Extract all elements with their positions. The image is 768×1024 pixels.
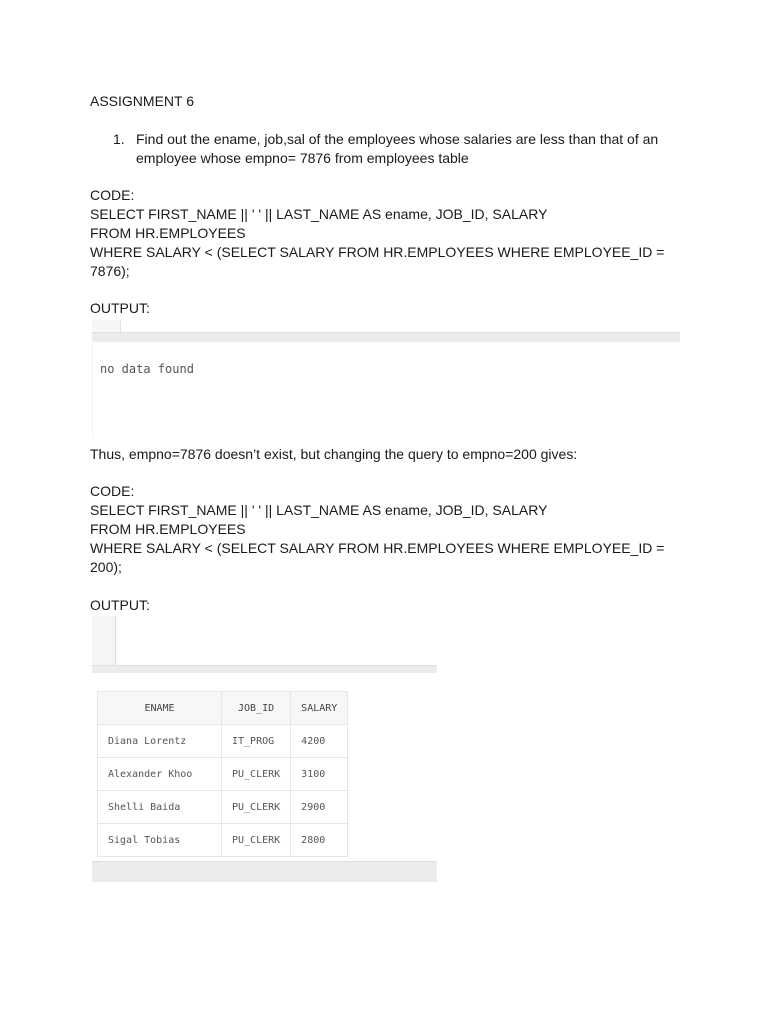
no-data-message: no data found [100, 362, 194, 376]
result-toolbar [92, 332, 680, 342]
result-tab-stub [92, 616, 116, 665]
code-line: SELECT FIRST_NAME || ' ' || LAST_NAME AS ename, JOB_ID, SALARY [90, 206, 548, 222]
question-text-line-2: employee whose empno= 7876 from employees table [136, 150, 469, 166]
results-table [97, 691, 348, 857]
result-footer [92, 861, 437, 882]
result-toolbar [92, 665, 437, 673]
cell-salary: 2800 [291, 824, 348, 857]
output-screenshot-2 [92, 616, 437, 884]
cell-ename: Diana Lorentz [98, 725, 222, 758]
cell-job-id: PU_CLERK [222, 758, 291, 791]
code-label-2: CODE: [90, 483, 135, 499]
result-tab-stub [92, 320, 121, 332]
cell-job-id: PU_CLERK [222, 824, 291, 857]
code-line: 200); [90, 559, 122, 575]
cell-salary: 3100 [291, 758, 348, 791]
code-line: WHERE SALARY < (SELECT SALARY FROM HR.EMPLOYEES WHERE EMPLOYEE_ID = [90, 244, 665, 260]
question-number: 1. [113, 131, 125, 147]
cell-job-id: IT_PROG [222, 725, 291, 758]
code-line: SELECT FIRST_NAME || ' ' || LAST_NAME AS ename, JOB_ID, SALARY [90, 502, 548, 518]
column-header-salary: SALARY [291, 692, 348, 725]
cell-ename: Shelli Baida [98, 791, 222, 824]
table-row [98, 725, 348, 758]
cell-ename: Sigal Tobias [98, 824, 222, 857]
document-title: ASSIGNMENT 6 [90, 93, 194, 109]
code-line: FROM HR.EMPLOYEES [90, 521, 246, 537]
table-row [98, 824, 348, 857]
code-label-1: CODE: [90, 187, 135, 203]
table-row [98, 791, 348, 824]
result-border [92, 341, 93, 438]
code-line: WHERE SALARY < (SELECT SALARY FROM HR.EMPLOYEES WHERE EMPLOYEE_ID = [90, 540, 665, 556]
table-header-row [98, 692, 348, 725]
table-row [98, 758, 348, 791]
code-line: 7876); [90, 263, 130, 279]
column-header-job-id: JOB_ID [222, 692, 291, 725]
explanation-note: Thus, empno=7876 doesn’t exist, but changing the query to empno=200 gives: [90, 446, 578, 462]
question-text-line-1: Find out the ename, job,sal of the employees whose salaries are less than that of an [136, 131, 659, 147]
cell-salary: 4200 [291, 725, 348, 758]
cell-job-id: PU_CLERK [222, 791, 291, 824]
output-label-1: OUTPUT: [90, 300, 150, 316]
cell-salary: 2900 [291, 791, 348, 824]
output-label-2: OUTPUT: [90, 597, 150, 613]
code-line: FROM HR.EMPLOYEES [90, 225, 246, 241]
column-header-ename: ENAME [98, 692, 222, 725]
cell-ename: Alexander Khoo [98, 758, 222, 791]
output-screenshot-1 [92, 320, 680, 438]
